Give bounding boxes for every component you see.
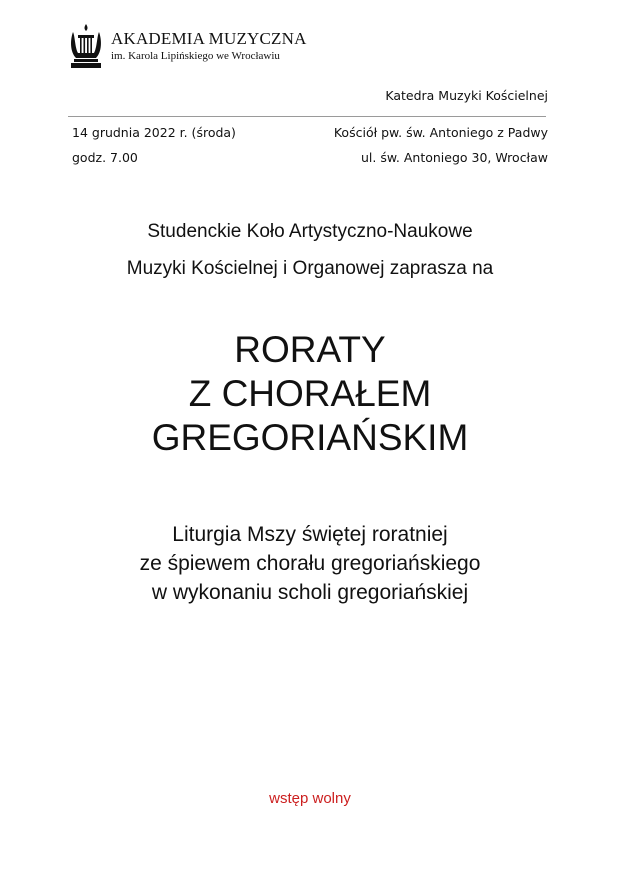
organization-subtitle: im. Karola Lipińskiego we Wrocławiu xyxy=(111,50,280,62)
title-line-3: GREGORIAŃSKIM xyxy=(151,417,469,458)
event-venue: Kościół pw. św. Antoniego z Padwy xyxy=(333,125,548,140)
description-line-1: Liturgia Mszy świętej roratniej xyxy=(172,523,448,546)
department-name: Katedra Muzyki Kościelnej xyxy=(385,88,548,103)
event-date: 14 grudnia 2022 r. (środa) xyxy=(72,125,236,140)
intro-line-2: Muzyki Kościelnej i Organowej zaprasza na xyxy=(126,258,494,279)
description-line-3: w wykonaniu scholi gregoriańskiej xyxy=(151,581,469,604)
description-line-2: ze śpiewem chorału gregoriańskiego xyxy=(139,552,481,575)
event-description xyxy=(0,520,620,607)
lyre-icon xyxy=(68,22,104,70)
header-divider xyxy=(68,116,546,117)
organization-name: AKADEMIA MUZYCZNA xyxy=(111,29,307,48)
event-time: godz. 7.00 xyxy=(72,150,138,165)
event-title xyxy=(0,328,620,460)
intro-line-1: Studenckie Koło Artystyczno-Naukowe xyxy=(147,221,473,242)
title-line-1: RORATY xyxy=(234,329,386,370)
entry-note: wstęp wolny xyxy=(269,790,351,807)
event-address: ul. św. Antoniego 30, Wrocław xyxy=(360,150,548,165)
title-line-2: Z CHORAŁEM xyxy=(188,373,432,414)
